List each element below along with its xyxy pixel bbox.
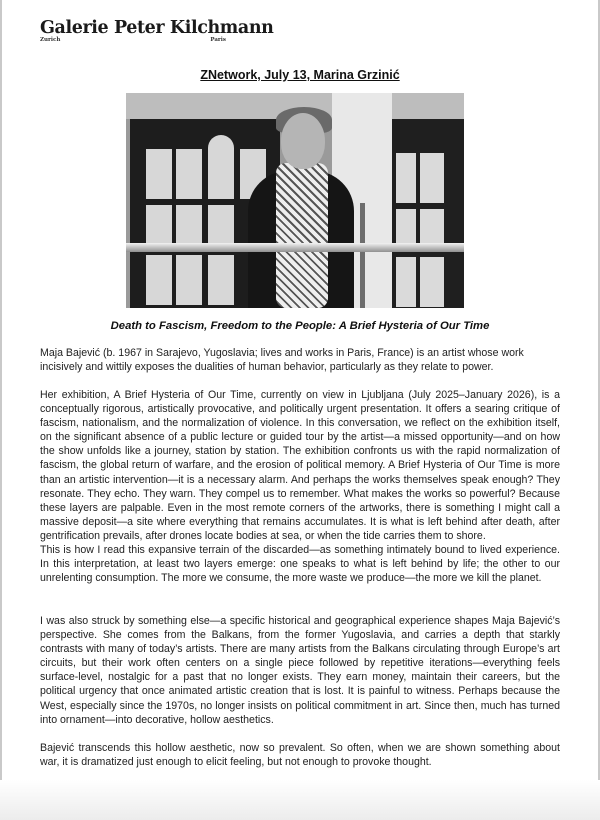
gallery-letterhead xyxy=(40,18,274,43)
paragraph-closing xyxy=(40,741,560,769)
photo-railing xyxy=(126,243,464,252)
source-line: ZNetwork, July 13, Marina Grzinić xyxy=(200,68,400,82)
photo-window-right xyxy=(392,119,464,308)
artist-portrait-photo xyxy=(126,93,464,308)
paragraph-intro xyxy=(40,346,560,374)
page-bottom-shadow xyxy=(0,780,600,820)
exhibition-text-a: Her exhibition, A Brief Hysteria of Our Time, currently on view in Ljubljana (July 2025–January 2026), is a conceptually rigorous, artistically provocative, and politically urgent presentation. It offers a searing critique of fascism, nationalism, and the normalization of violence. In this conversation, we reflect on the exhibition itself, on the significant absence of a public lecture or guided tour by the artist—a missed opportunity—and on how the show unfolds like a journey, station by station. The exhibition confronts us with the rapid normalization of fascism, the global return of warfare, and the erosion of political memory. A Brief Hysteria of Our Time is more than an artistic intervention—it is a necessary alarm. And perhaps the works themselves speak enough? They resonate. They echo. They warn. They compel us to remember. What makes the works so powerful? Because these layers are palpable. Even in the most remote corners of the artworks, there is something I might call a massive deposit—a site where everything that remains accumulates. It is what is left behind after death, after gentrification prevails, after drones locate bodies at sea, or when the tide carries them to shore. xyxy=(40,389,560,542)
city-zurich: Zurich xyxy=(40,37,61,43)
paragraph-balkans xyxy=(40,614,560,727)
article-title: Death to Fascism, Freedom to the People: A Brief Hysteria of Our Time xyxy=(110,320,490,332)
photo-face xyxy=(281,113,325,169)
gallery-name: Galerie Peter Kilchmann xyxy=(40,18,274,38)
balkans-text: I was also struck by something else—a specific historical and geographical experience shapes Maja Bajević’s perspective. She comes from the Balkans, from the former Yugoslavia, and carries a depth that starkly contrasts with many of today’s artists. There are many artists from the Balkans circulating through Europe’s art circuits, but their work often centers on a single piece followed by repetitive iterations—everything feels surface-level, nostalgic for a past that no longer exists. They earn money, maintain their careers, but the political urgency that once animated artistic creation that is lost. It is painful to witness. Perhaps because the West, especially since the 1970s, no longer insists on political commitment in art. Since then, much has turned into ornament—into decorative, hollow aesthetics. xyxy=(40,615,560,726)
paragraph-exhibition xyxy=(40,388,560,585)
photo-scarf xyxy=(276,163,328,308)
intro-text: Maja Bajević (b. 1967 in Sarajevo, Yugoslavia; lives and works in Paris, France) is an artist whose work incisively and wittily exposes the dualities of human behavior, particularly as they relate to power. xyxy=(40,347,524,374)
exhibition-text-b: This is how I read this expansive terrain of the discarded—as something intimately bound to lived experience. In this interpretation, at least two layers emerge: one speaks to what is left behind by life; the other to our unrelenting consumption. The more we consume, the more waste we produce—the more we kill the planet. xyxy=(40,544,560,585)
page-edge-left xyxy=(0,0,2,820)
photo-pole xyxy=(360,203,365,308)
closing-text: Bajević transcends this hollow aesthetic, now so prevalent. So often, when we are shown something about war, it is dramatized just enough to elicit feeling, but not enough to provoke thought. xyxy=(40,742,560,769)
city-paris: Paris xyxy=(210,37,226,43)
